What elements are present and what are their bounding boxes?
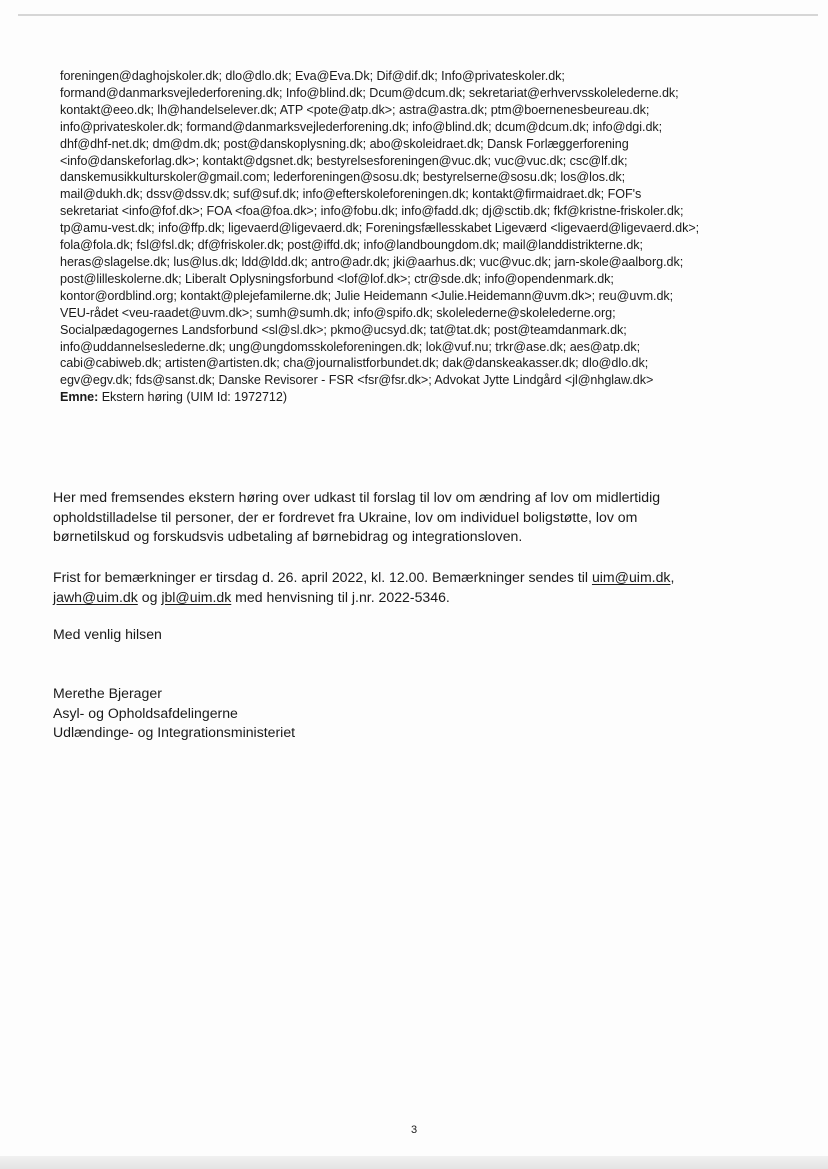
recipient-line: dhf@dhf-net.dk; dm@dm.dk; post@danskoplysning.dk; abo@skoleidraet.dk; Dansk Forlæggerforening (60, 136, 629, 151)
recipient-line: VEU-rådet <veu-raadet@uvm.dk>; sumh@sumh.dk; info@spifo.dk; skolelederne@skolelederne.org; (60, 305, 616, 320)
signature-department: Asyl- og Opholdsafdelingerne (53, 704, 238, 721)
recipient-line: cabi@cabiweb.dk; artisten@artisten.dk; cha@journalistforbundet.dk; dak@danskeakasser.dk; dlo@dlo.dk; (60, 356, 649, 371)
subject-label: Emne: (60, 390, 99, 405)
closing-greeting: Med venlig hilsen (53, 626, 162, 642)
signature-ministry: Udlændinge- og Integrationsministeriet (53, 724, 296, 740)
recipient-line: danskemusikkulturskoler@gmail.com; lederforeningen@sosu.dk; bestyrelserne@sosu.dk; los@los.dk; (60, 170, 626, 185)
signature-block (53, 684, 773, 743)
paragraph-line: opholdstilladelse til personer, der er fordrevet fra Ukraine, lov om individuel boligstøtte, lov om (53, 508, 638, 525)
paragraph-line (53, 568, 773, 588)
recipient-line: fola@fola.dk; fsl@fsl.dk; df@friskoler.dk; post@iffd.dk; info@landboungdom.dk; mail@landdistrikterne.dk; (60, 238, 643, 253)
deadline-paragraph (53, 568, 773, 607)
deadline-text: Frist for bemærkninger er tirsdag d. 26. april 2022, kl. 12.00. Bemærkninger sendes til (53, 569, 592, 585)
paragraph-line: Her med fremsendes ekstern høring over udkast til forslag til lov om ændring af lov om midlertidig (53, 489, 661, 505)
recipient-line: <info@danskeforlag.dk>; kontakt@dgsnet.dk; bestyrelsesforeningen@vuc.dk; vuc@vuc.dk; csc@lf.dk; (60, 153, 628, 168)
reference-text: med henvisning til j.nr. 2022-5346. (231, 588, 450, 605)
recipient-line: mail@dukh.dk; dssv@dssv.dk; suf@suf.dk; info@efterskoleforeningen.dk; kontakt@firmaidraet.dk; FOF's (60, 187, 642, 202)
email-link-jbl[interactable]: jbl@uim.dk (161, 588, 232, 605)
recipient-line: kontakt@eeo.dk; lh@handelselever.dk; ATP <pote@atp.dk>; astra@astra.dk; ptm@boernenesbeureau.dk; (60, 102, 650, 117)
recipient-line: formand@danmarksvejlederforening.dk; Info@blind.dk; Dcum@dcum.dk; sekretariat@erhvervsskolelederne.dk; (60, 85, 679, 100)
page-number: 3 (410, 1124, 418, 1136)
recipient-line: info@uddannelseslederne.dk; ung@ungdomsskoleforeningen.dk; lok@vuf.nu; trkr@ase.dk; aes@atp.dk; (60, 339, 641, 354)
paragraph-line: børnetilskud og forskudsvis udbetaling af børnebidrag og integrationsloven. (53, 528, 523, 544)
recipient-line: post@lilleskolerne.dk; Liberalt Oplysningsforbund <lof@lof.dk>; ctr@sde.dk; info@opendenmark.dk; (60, 271, 614, 286)
recipient-line: foreningen@daghojskoler.dk; dlo@dlo.dk; Eva@Eva.Dk; Dif@dif.dk; Info@privateskoler.dk; (60, 69, 565, 83)
email-link-uim[interactable]: uim@uim.dk (591, 569, 671, 585)
signature-name: Merethe Bjerager (53, 685, 162, 701)
scan-bottom-edge (0, 1156, 828, 1169)
joiner-text: og (137, 588, 162, 605)
recipient-line: kontor@ordblind.org; kontakt@plejefamilerne.dk; Julie Heidemann <Julie.Heidemann@uvm.dk>; reu@uvm.dk; (60, 288, 674, 303)
recipient-list (60, 68, 772, 406)
recipient-line: tp@amu-vest.dk; info@ffp.dk; ligevaerd@ligevaerd.dk; Foreningsfællesskabet Ligeværd <ligevaerd@ligevaerd.dk>; (60, 221, 700, 236)
recipient-line: Socialpædagogernes Landsforbund <sl@sl.dk>; pkmo@ucsyd.dk; tat@tat.dk; post@teamdanmark.dk; (60, 322, 627, 337)
recipient-line: sekretariat <info@fof.dk>; FOA <foa@foa.dk>; info@fobu.dk; info@fadd.dk; dj@sctib.dk; fkf@kristne-friskoler.dk; (60, 204, 684, 219)
subject-value: Ekstern høring (UIM Id: 1972712) (98, 390, 287, 405)
punctuation: , (670, 569, 675, 585)
scan-top-rule (18, 14, 818, 16)
subject-line (60, 389, 772, 406)
recipient-line: egv@egv.dk; fds@sanst.dk; Danske Revisorer - FSR <fsr@fsr.dk>; Advokat Jytte Lindgård <jl@nhglaw.dk> (60, 373, 654, 388)
email-link-jawh[interactable]: jawh@uim.dk (53, 588, 138, 605)
paragraph-line (53, 588, 773, 608)
recipient-line: info@privateskoler.dk; formand@danmarksvejlederforening.dk; info@blind.dk; dcum@dcum.dk; info@dgi.dk; (60, 119, 663, 134)
recipient-line: heras@slagelse.dk; lus@lus.dk; ldd@ldd.dk; antro@adr.dk; jki@aarhus.dk; vuc@vuc.dk; jarn-skole@aalborg.dk; (60, 254, 684, 269)
hearing-paragraph (53, 488, 773, 547)
